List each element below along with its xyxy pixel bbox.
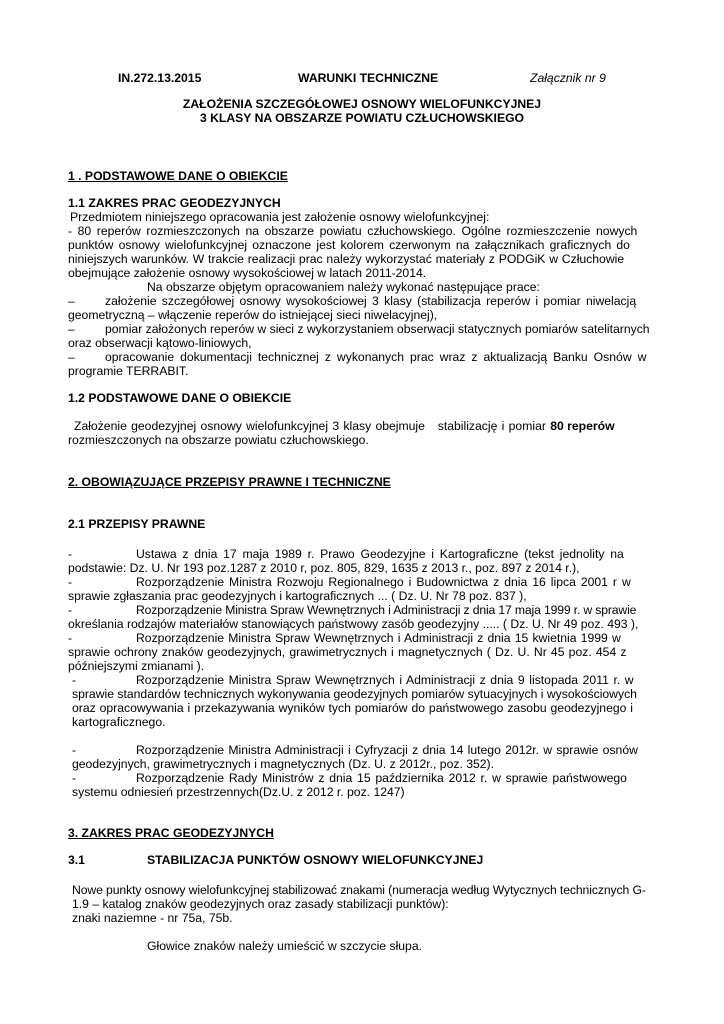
- section-2-1-heading: 2.1 PRZEPISY PRAWNE: [68, 517, 206, 531]
- hyphen-bullet: -: [68, 631, 73, 645]
- regulation-text: późniejszymi zmianami ).: [68, 659, 205, 673]
- paragraph-line: [68, 238, 656, 253]
- regulation-text: systemu odniesień przestrzennych(Dz.U. z 2012 r. poz. 1247): [72, 785, 405, 799]
- regulation-text: Rozporządzenie Rady Ministrów z dnia 15 października 2012 r. w sprawie państwowego: [136, 771, 627, 785]
- regulation-text: geodezyjnych, grawimetrycznych i magnetycznych (Dz. U. z 2012r., poz. 352).: [72, 757, 495, 771]
- regulation-text: sprawie standardów technicznych wykonywania geodezyjnych pomiarów sytuacyjnych i wysokościowych: [72, 687, 637, 701]
- document-reference: IN.272.13.2015: [118, 71, 202, 85]
- paragraph-1-2-line1: [74, 419, 615, 434]
- bullet-text: opracowanie dokumentacji technicznej z wykonanych prac wraz z aktualizacją Banku Osnów w: [105, 350, 647, 364]
- paragraph-line: obejmujące założenie osnowy wysokościowej w latach 2011-2014.: [68, 266, 427, 280]
- regulation-text: Ustawa z dnia 17 maja 1989 r. Prawo Geodezyjne i Kartograficzne (tekst jednolity na: [136, 547, 624, 561]
- hyphen-bullet: -: [68, 603, 73, 617]
- section-1-heading: 1 . PODSTAWOWE DANE O OBIEKCIE: [68, 169, 288, 183]
- paragraph-3-1-line1: Nowe punkty osnowy wielofunkcyjnej stabilizować znakami (numeracja według Wytycznych technicznych G-: [72, 883, 646, 897]
- hyphen-bullet: -: [68, 575, 73, 589]
- section-3-1-title: STABILIZACJA PUNKTÓW OSNOWY WIELOFUNKCYJNEJ: [147, 853, 484, 867]
- bullet-text: programie TERRABIT.: [68, 364, 189, 378]
- regulation-text: oraz opracowywania i przekazywania wyników tych pomiarów do państwowego zasobu geodezyjnego i: [72, 701, 634, 715]
- bullet-text: pomiar założonych reperów w sieci z wykorzystaniem obserwacji statycznych pomiarów satelitarnych: [105, 322, 650, 336]
- regulation-text: Rozporządzenie Ministra Spraw Wewnętrznych i Administracji z dnia 9 listopada 2011 r. w: [136, 673, 634, 687]
- text-line: niniejszych warunków. W trakcie realizacji prac należy wykorzystać materiały z PODGiK w Człuchowie: [68, 252, 625, 266]
- bullet-text: geometryczną – włączenie reperów do istniejącej sieci niwelacyjnej),: [68, 308, 438, 322]
- section-1-2-heading: 1.2 PODSTAWOWE DANE O OBIEKCIE: [68, 391, 292, 405]
- regulation-text: podstawie: Dz. U. Nr 193 poz.1287 z 2010 r, poz. 805, 829, 1635 z 2013 r., poz. 897 z 2014 r.),: [68, 561, 580, 575]
- paragraph-line: [68, 252, 656, 267]
- repers-count: 80 reperów: [550, 419, 615, 433]
- text-line: punktów osnowy wielofunkcyjnej oznaczone jest kolorem czerwonym na załącznikach graficznych do: [68, 238, 630, 252]
- regulation-text: Rozporządzenie Ministra Spraw Wewnętrznych i Administracji z dnia 15 kwietnia 1999 w: [136, 631, 621, 645]
- document-title-line2: 3 KLASY NA OBSZARZE POWIATU CZŁUCHOWSKIEGO: [199, 111, 525, 125]
- section-1-1-heading: 1.1 ZAKRES PRAC GEODEZYJNYCH: [68, 196, 281, 210]
- section-3-heading: 3. ZAKRES PRAC GEODEZYJNYCH: [68, 826, 274, 840]
- document-title-line1: ZAŁOŻENIA SZCZEGÓŁOWEJ OSNOWY WIELOFUNKCYJNEJ: [182, 97, 542, 111]
- hyphen-bullet: -: [72, 673, 77, 687]
- dash-bullet: –: [68, 294, 75, 308]
- paragraph-3-1-line4: Głowice znaków należy umieścić w szczycie słupa.: [147, 939, 422, 953]
- paragraph-line: [68, 224, 656, 239]
- dash-bullet: –: [68, 322, 75, 336]
- text-line: - 80 reperów rozmieszczonych na obszarze powiatu człuchowskiego. Ogólne rozmieszczenie nowych: [68, 224, 638, 238]
- regulation-text: określania rodzajów materiałów stanowiących państwowy zasób geodezyjny ..... ( Dz. U. Nr 49 poz. 493 ),: [68, 617, 639, 631]
- paragraph-3-1-line2: 1.9 – katalog znaków geodezyjnych oraz zasady stabilizacji punktów):: [72, 897, 449, 911]
- bullet-text: oraz obserwacji kątowo-liniowych,: [68, 336, 252, 350]
- paragraph-line: Na obszarze objętym opracowaniem należy wykonać następujące prace:: [147, 280, 540, 294]
- hyphen-bullet: -: [72, 743, 77, 757]
- text-line: Założenie geodezyjnej osnowy wielofunkcyjnej 3 klasy obejmuje stabilizację i pomiar: [74, 419, 551, 433]
- regulation-text: kartograficznego.: [72, 715, 166, 729]
- regulation-text: Rozporządzenie Ministra Spraw Wewnętrznych i Administracji z dnia 17 maja 1999 r. w sprawie: [136, 603, 637, 617]
- regulation-text: sprawie zgłaszania prac geodezyjnych i kartograficznych ... ( Dz. U. Nr 78 poz. 837 ),: [68, 589, 527, 603]
- paragraph-1-1-intro: Przedmiotem niniejszego opracowania jest założenie osnowy wielofunkcyjnej:: [70, 210, 490, 224]
- regulation-text: sprawie ochrony znaków geodezyjnych, grawimetrycznych i magnetycznych ( Dz. U. Nr 45 poz. 454 z: [68, 645, 627, 659]
- document-header-title: WARUNKI TECHNICZNE: [298, 71, 439, 85]
- paragraph-1-2-line2: rozmieszczonych na obszarze powiatu człuchowskiego.: [68, 433, 369, 447]
- bullet-text: założenie szczegółowej osnowy wysokościowej 3 klasy (stabilizacja reperów i pomiar niwelacją: [105, 294, 637, 308]
- regulation-text: Rozporządzenie Ministra Administracji i Cyfryzacji z dnia 14 lutego 2012r. w sprawie osnów: [136, 743, 638, 757]
- section-3-1-number: 3.1: [68, 853, 85, 867]
- paragraph-3-1-line3: znaki naziemne - nr 75a, 75b.: [72, 911, 233, 925]
- regulation-text: Rozporządzenie Ministra Rozwoju Regionalnego i Budownictwa z dnia 16 lipca 2001 r w: [136, 575, 631, 589]
- section-2-heading: 2. OBOWIĄZUJĄCE PRZEPISY PRAWNE I TECHNICZNE: [68, 475, 391, 489]
- hyphen-bullet: -: [72, 771, 77, 785]
- hyphen-bullet: -: [68, 547, 73, 561]
- dash-bullet: –: [68, 350, 75, 364]
- attachment-label: Załącznik nr 9: [530, 71, 606, 85]
